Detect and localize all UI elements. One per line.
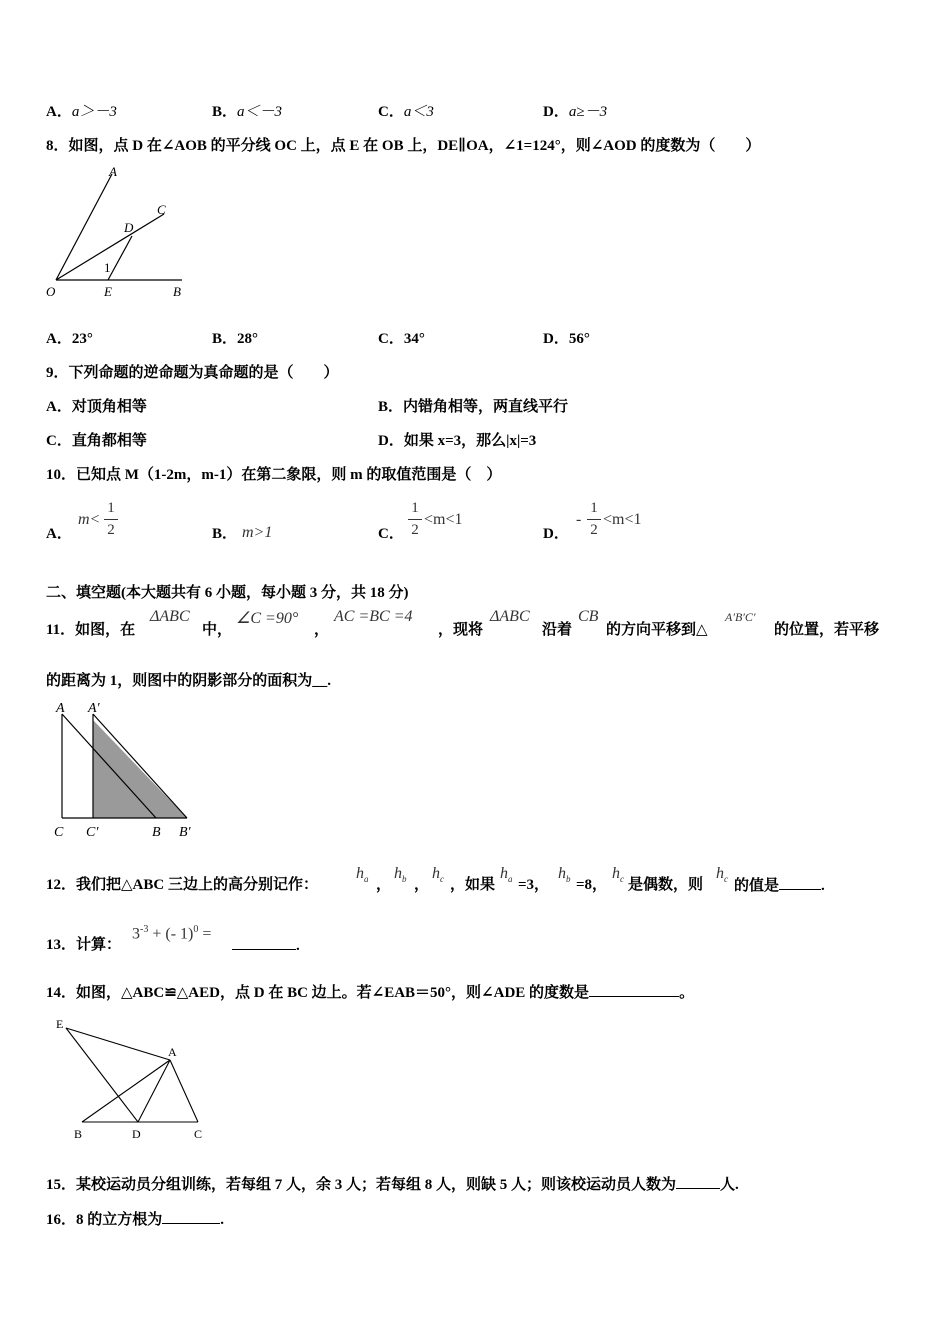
q10-label-d: D． — [543, 526, 569, 542]
segment-da — [138, 1060, 170, 1122]
q11-math-tri2: A′B′C′ — [725, 610, 756, 624]
q7-option-c: C．a＜3 — [378, 104, 434, 120]
label-a: A — [109, 164, 117, 179]
q12-h-b: $h_b$ — [394, 865, 407, 885]
q12-h-a: $h_a$ — [356, 865, 369, 885]
q9-option-d: D．如果 x=3，那么|x|=3 — [378, 433, 537, 449]
q12-sep-2: ， — [414, 877, 430, 893]
q7-option-d: D．a≥－3 — [543, 104, 608, 120]
q11-figure — [50, 700, 210, 845]
q14-question: 14．如图，△ABC≌△AED，点 D 在 BC 边上。若∠EAB＝50°，则∠ADE 的度数是 。 — [46, 982, 694, 1003]
q10-b-expr: m>1 — [242, 524, 273, 541]
q11-math-angle: ∠C =90° — [236, 610, 299, 627]
q12-text-6: 的值是 . — [734, 875, 825, 896]
q9-option-c: C．直角都相等 — [46, 433, 147, 449]
q12-answer-blank[interactable] — [779, 875, 821, 890]
q9-option-b: B．内错角相等，两直线平行 — [378, 399, 569, 415]
q13-expression: $3^{-3}$ + (- 1)$^0$ = — [132, 924, 212, 943]
q10-question: 10．已知点 M（1-2m，m-1）在第二象限，则 m 的取值范围是（ ） — [46, 467, 502, 483]
q13-text: 13．计算： — [46, 937, 122, 953]
label-c-prime: C′ — [86, 825, 99, 840]
q8-figure — [40, 162, 200, 302]
segment-ac — [170, 1060, 198, 1122]
q9-question: 9．下列命题的逆命题为真命题的是（ ） — [46, 365, 339, 381]
q16-answer-blank[interactable] — [162, 1209, 220, 1224]
q8-option-d: D．56° — [543, 331, 590, 347]
q8-option-b: B．28° — [212, 331, 259, 347]
q9-option-a: A．对顶角相等 — [46, 399, 147, 415]
segment-de — [108, 236, 132, 280]
q12-text-2: ，如果 — [450, 877, 496, 893]
q12-sep-1: ， — [376, 877, 392, 893]
q10-a-fraction: 1 2 — [104, 500, 118, 539]
label-e: E — [56, 1017, 64, 1031]
q8-question: 8．如图，点 D 在∠AOB 的平分线 OC 上，点 E 在 OB 上，DE∥OA，∠1=124°，则∠AOD 的度数为（ ） — [46, 138, 761, 154]
segment-ba — [82, 1060, 170, 1122]
q11-text-2: 中， — [202, 622, 233, 638]
label-a: A — [56, 701, 65, 716]
label-a: A — [168, 1045, 177, 1059]
label-b: B — [74, 1127, 83, 1141]
q11-math-tri-b: ΔABC — [490, 608, 530, 625]
q13-answer-blank[interactable] — [232, 935, 296, 950]
q10-label-b: B． — [212, 526, 238, 542]
label-b: B — [173, 284, 181, 299]
q12-h-a-2: $h_a$ — [500, 865, 513, 885]
label-d: D — [132, 1127, 141, 1141]
q12-text-4: =8， — [576, 877, 608, 893]
q11-line-2: 的距离为 1，则图中的阴影部分的面积为__. — [46, 673, 332, 689]
q12-text-3: =3， — [518, 877, 550, 893]
q11-text-7: 的位置，若平移 — [774, 622, 880, 638]
q10-label-c: C． — [378, 526, 404, 542]
q12-h-c: $h_c$ — [432, 865, 444, 885]
q11-text-6: 的方向平移到△ — [606, 622, 708, 638]
q10-c-fraction: 1 2 — [408, 500, 422, 539]
segment-ea — [66, 1028, 170, 1060]
q10-c-suffix: <m<1 — [424, 511, 463, 528]
q16-question: 16．8 的立方根为 . — [46, 1209, 224, 1230]
q7-option-b: B．a＜－3 — [212, 104, 283, 120]
label-c: C — [54, 825, 64, 840]
q7-option-a: A．a＞－3 — [46, 104, 117, 120]
q11-math-cb: CB — [578, 608, 599, 625]
q11-text-4: ，现将 — [438, 622, 484, 638]
label-1: 1 — [104, 260, 111, 275]
label-e: E — [104, 284, 112, 299]
q11-math-sides: AC =BC =4 — [334, 608, 413, 625]
q14-answer-blank[interactable] — [589, 982, 679, 997]
q15-question: 15．某校运动员分组训练，若每组 7 人，余 3 人；若每组 8 人，则缺 5 人；则该校运动员人数为 人. — [46, 1174, 739, 1195]
q8-option-c: C．34° — [378, 331, 425, 347]
shaded-region — [93, 720, 187, 818]
q12-h-b-2: $h_b$ — [558, 865, 571, 885]
label-c: C — [194, 1127, 203, 1141]
q12-text-1: 12．我们把△ABC 三边上的高分别记作： — [46, 877, 318, 893]
q10-d-prefix: - — [576, 511, 582, 528]
q10-d-fraction: 1 2 — [587, 500, 601, 539]
q10-label-a: A． — [46, 526, 72, 542]
q12-text-5: 是偶数，则 — [628, 877, 704, 893]
q10-d-suffix: <m<1 — [603, 511, 642, 528]
q11-math-tri: ΔABC — [150, 608, 190, 625]
label-d: D — [124, 220, 134, 235]
label-a-prime: A′ — [88, 701, 100, 716]
q8-option-a: A．23° — [46, 331, 93, 347]
section-heading: 二、填空题(本大题共有 6 小题，每小题 3 分，共 18 分) — [46, 585, 409, 601]
q11-text-1: 11．如图，在 — [46, 622, 136, 638]
q12-h-c-2: $h_c$ — [612, 865, 624, 885]
label-b-prime: B′ — [179, 825, 191, 840]
label-o: O — [46, 284, 56, 299]
q13-blank-line: . — [232, 935, 300, 956]
q15-answer-blank[interactable] — [676, 1174, 720, 1189]
q11-text-5: 沿着 — [542, 622, 573, 638]
q14-figure — [50, 1014, 220, 1144]
q11-text-3: ， — [314, 622, 330, 638]
label-c: C — [157, 202, 166, 217]
label-b: B — [152, 825, 161, 840]
q10-a-prefix: m< — [78, 511, 101, 528]
q12-h-c-3: $h_c$ — [716, 865, 728, 885]
